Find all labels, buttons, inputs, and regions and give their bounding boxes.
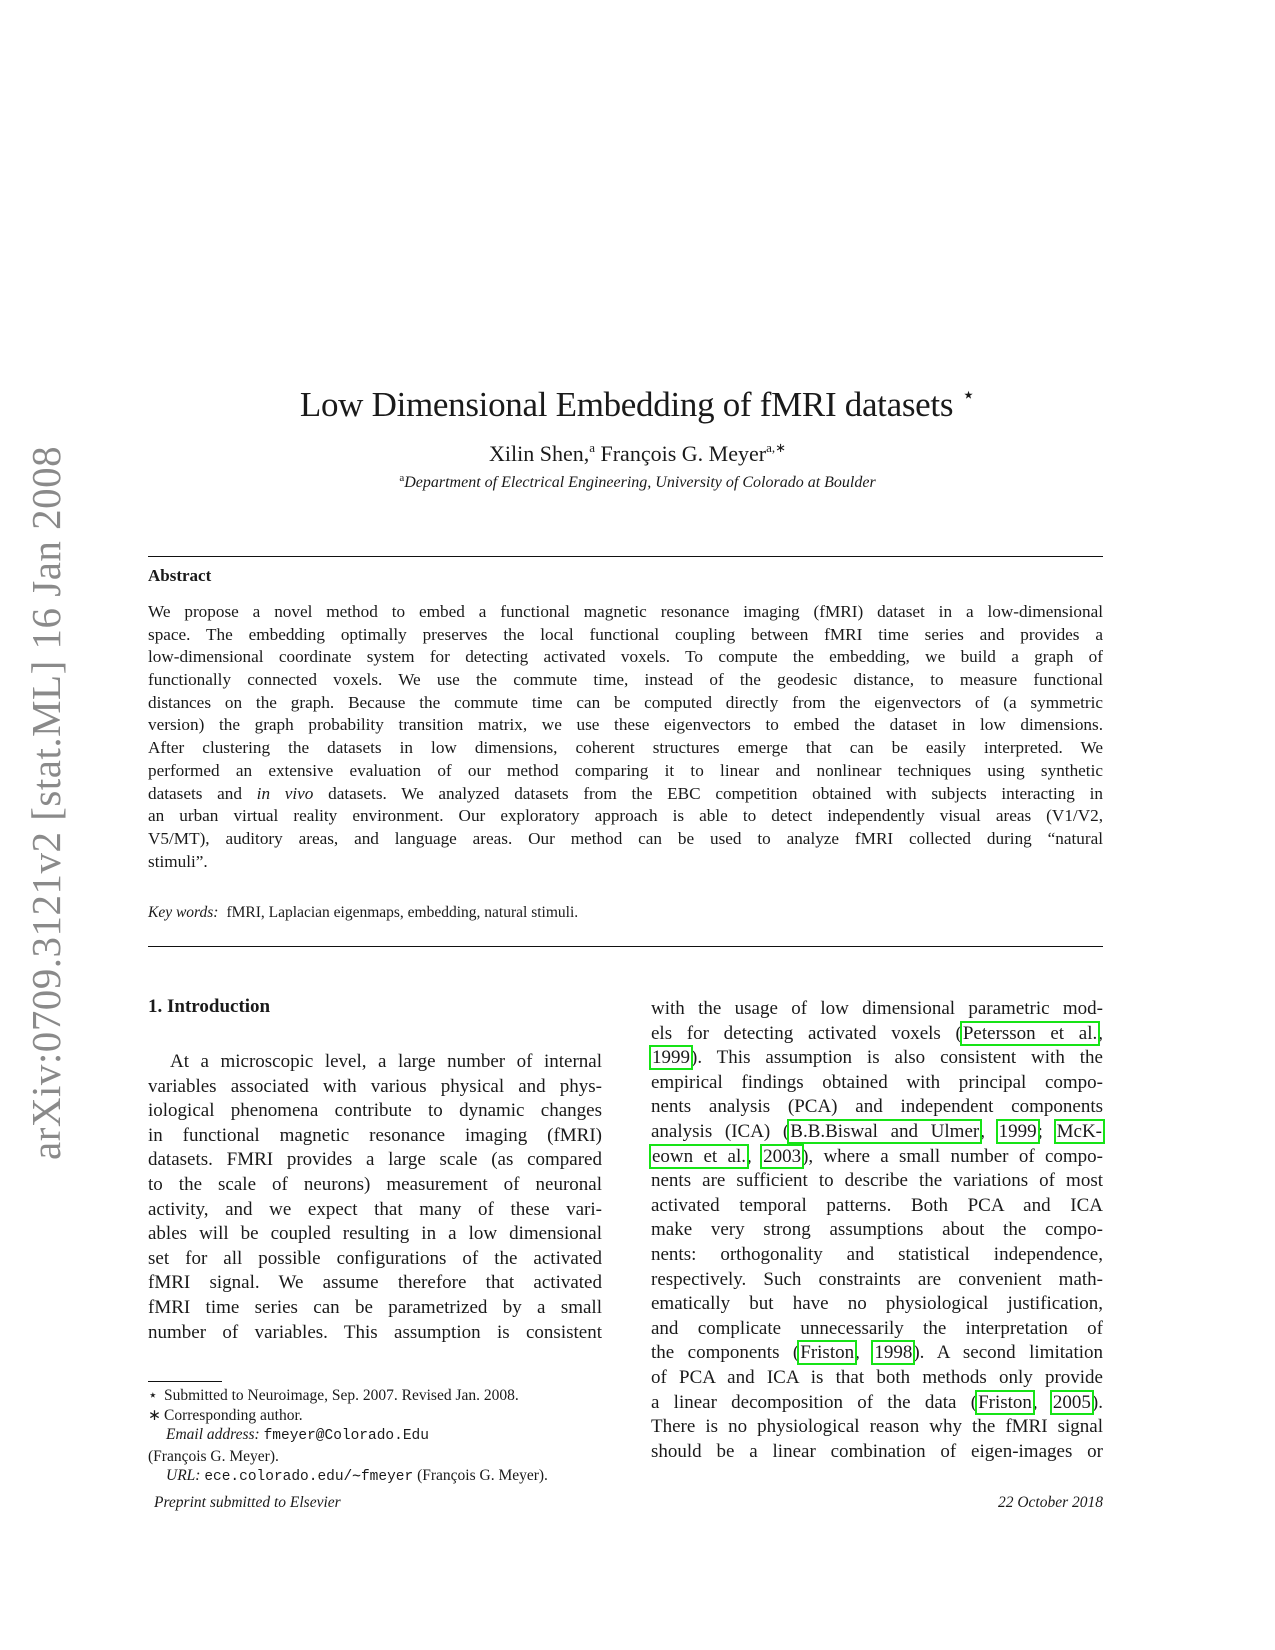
citation-link-biswal-year[interactable]: 1999	[998, 1120, 1037, 1142]
footnote-corresponding	[148, 1406, 608, 1426]
footnote-email	[148, 1425, 608, 1447]
body-line	[651, 1145, 1103, 1170]
footer-date: 22 October 2018	[997, 1494, 1103, 1511]
footnote-text: Submitted to Neuroimage, Sep. 2007. Revised Jan. 2008.	[164, 1387, 519, 1404]
citation-link-friston-1998[interactable]: Friston	[800, 1342, 855, 1364]
body-line: There is no physiological reason why the fMRI signal	[651, 1416, 1103, 1438]
keywords	[148, 904, 578, 922]
citation-link-mckeown[interactable]: McK-	[1056, 1120, 1103, 1142]
author-affiliation-marker: a	[589, 440, 595, 455]
body-text: ), where a small number of compo-	[802, 1145, 1104, 1167]
footnote-email-owner: (François G. Meyer).	[148, 1447, 279, 1465]
author-affiliation-marker: a,∗	[766, 440, 786, 455]
abstract-text: datasets and	[148, 783, 257, 803]
body-text: ). A second limitation	[913, 1342, 1103, 1364]
abstract-heading: Abstract	[148, 566, 212, 585]
body-text: ,	[1032, 1391, 1052, 1413]
abstract-bottom-rule	[148, 946, 1103, 947]
url-label: URL:	[166, 1467, 201, 1484]
body-text: ;	[1037, 1120, 1056, 1142]
abstract-body	[148, 601, 1103, 873]
body-line: activated temporal patterns. Both PCA and ICA	[651, 1194, 1103, 1216]
email-link[interactable]: fmeyer@Colorado.Edu	[263, 1428, 429, 1444]
title-footnote-star-icon: ⋆	[961, 382, 976, 407]
body-line	[651, 1022, 1103, 1047]
paper-title-text: Low Dimensional Embedding of fMRI datasets	[299, 385, 954, 424]
body-line: respectively. Such constraints are convenient math-	[651, 1268, 1103, 1290]
citation-link-mckeown-year[interactable]: 2003	[763, 1145, 802, 1167]
body-text: a linear decomposition of the data (	[651, 1391, 978, 1413]
affiliation-marker: a	[399, 472, 405, 484]
body-line	[651, 1391, 1103, 1416]
body-line: make very strong assumptions about the compo-	[651, 1219, 1103, 1241]
body-line: datasets. FMRI provides a large scale (as compared	[148, 1149, 602, 1171]
abstract-line: distances on the graph. Because the commute time can be computed directly from the eigenvectors of (a symmetric	[148, 692, 1103, 712]
abstract-line: stimuli”.	[148, 851, 208, 871]
citation-link-friston-2005-year[interactable]: 2005	[1052, 1391, 1091, 1413]
abstract-italic-term: in vivo	[256, 783, 314, 803]
abstract-line: V5/MT), auditory areas, and language areas. Our method can be used to analyze fMRI collected during “natural	[148, 828, 1103, 848]
body-line: empirical findings obtained with principal compo-	[651, 1071, 1103, 1093]
url-owner: (François G. Meyer).	[417, 1467, 548, 1484]
abstract-line: version) the graph probability transition matrix, we use these eigenvectors to embed the dataset in low dimensions.	[148, 715, 1103, 735]
author-name: Xilin Shen,	[488, 441, 590, 466]
body-line	[651, 1046, 1103, 1071]
body-line: set for all possible configurations of the activated	[148, 1247, 602, 1269]
body-line: fMRI signal. We assume therefore that activated	[148, 1272, 602, 1294]
body-line: iological phenomena contribute to dynamic changes	[148, 1100, 602, 1122]
abstract-line: functionally connected voxels. We use the commute time, instead of the geodesic distance, to measure functional	[148, 670, 1103, 690]
abstract-line	[148, 783, 1103, 806]
keywords-value: fMRI, Laplacian eigenmaps, embedding, natural stimuli.	[226, 904, 579, 921]
email-label: Email address:	[166, 1426, 260, 1443]
citation-link-petersson[interactable]: Petersson et al.	[962, 1022, 1098, 1044]
body-line: nents: orthogonality and statistical independence,	[651, 1243, 1103, 1265]
abstract-line: space. The embedding optimally preserves the local functional coupling between fMRI time series and provides a	[148, 624, 1103, 644]
citation-link-mckeown-cont[interactable]: eown et al.	[652, 1145, 746, 1167]
body-text: ). This assumption is also consistent with the	[691, 1047, 1103, 1069]
body-line: should be a linear combination of eigen-images or	[651, 1440, 1103, 1462]
body-line: in functional magnetic resonance imaging (fMRI)	[148, 1124, 602, 1146]
body-text: ,	[1098, 1022, 1103, 1044]
footnote-text: Corresponding author.	[164, 1406, 303, 1424]
body-line: At a microscopic level, a large number of internal	[170, 1051, 602, 1072]
abstract-text: datasets. We analyzed datasets from the EBC competition obtained with subjects interacting in	[313, 783, 1103, 803]
abstract-line: an urban virtual reality environment. Our exploratory approach is able to detect independently visual areas (V1/V2,	[148, 806, 1103, 826]
citation-link-friston-2005[interactable]: Friston	[978, 1391, 1032, 1413]
body-line: of PCA and ICA is that both methods only provide	[651, 1366, 1103, 1388]
body-text: ).	[1091, 1391, 1103, 1413]
body-line	[651, 1120, 1103, 1145]
body-text: els for detecting activated voxels (	[651, 1022, 962, 1044]
body-line: nents analysis (PCA) and independent components	[651, 1096, 1103, 1118]
body-line: nents are sufficient to describe the variations of most	[651, 1170, 1103, 1192]
body-line	[651, 1341, 1103, 1366]
citation-link-petersson-year[interactable]: 1999	[652, 1047, 690, 1069]
footer-preprint-note: Preprint submitted to Elsevier	[154, 1494, 341, 1511]
body-line: and complicate unnecessarily the interpretation of	[651, 1317, 1103, 1339]
abstract-line: After clustering the datasets in low dimensions, coherent structures emerge that can be easily interpreted. We	[148, 738, 1103, 758]
abstract-top-rule	[148, 556, 1103, 557]
body-line: with the usage of low dimensional parametric mod-	[651, 998, 1103, 1019]
body-line: number of variables. This assumption is consistent	[148, 1321, 602, 1343]
body-line: ables will be coupled resulting in a low dimensional	[148, 1223, 602, 1245]
left-column-body	[148, 1050, 602, 1345]
body-text: ,	[980, 1120, 998, 1142]
arxiv-identifier-stamp: arXiv:0709.3121v2 [stat.ML] 16 Jan 2008	[23, 445, 69, 1160]
affiliation-text: Department of Electrical Engineering, University of Colorado at Boulder	[404, 474, 876, 491]
body-text: ,	[855, 1342, 874, 1364]
footnotes	[148, 1386, 608, 1488]
body-line: to the scale of neurons) measurement of neuronal	[148, 1173, 602, 1195]
footnote-submission	[148, 1386, 608, 1406]
affiliation	[0, 472, 1275, 492]
citation-link-biswal[interactable]: B.B.Biswal and Ulmer	[790, 1120, 980, 1142]
body-line: activity, and we expect that many of these vari-	[148, 1198, 602, 1220]
keywords-label: Key words:	[148, 904, 219, 921]
right-column-body	[651, 997, 1103, 1464]
abstract-line: low-dimensional coordinate system for detecting activated voxels. To compute the embedding, we build a graph of	[148, 647, 1103, 667]
abstract-line: We propose a novel method to embed a functional magnetic resonance imaging (fMRI) dataset in a low-dimensional	[148, 602, 1103, 621]
author-list	[0, 440, 1275, 467]
body-line: variables associated with various physical and phys-	[148, 1075, 602, 1097]
body-line: fMRI time series can be parametrized by a small	[148, 1296, 602, 1318]
body-text: ,	[746, 1145, 763, 1167]
citation-link-friston-1998-year[interactable]: 1998	[874, 1342, 913, 1364]
body-text: the components (	[651, 1342, 800, 1364]
asterisk-icon: ∗	[148, 1406, 161, 1424]
homepage-url-link[interactable]: ece.colorado.edu/∼fmeyer	[204, 1469, 414, 1485]
author-name: François G. Meyer	[600, 441, 767, 466]
star-icon: ⋆	[148, 1387, 158, 1404]
paper-title	[0, 382, 1275, 425]
abstract-line: performed an extensive evaluation of our method comparing it to linear and nonlinear techniques using synthetic	[148, 760, 1103, 780]
body-text: analysis (ICA) (	[651, 1120, 790, 1142]
footnote-url	[148, 1466, 608, 1488]
footnote-rule	[148, 1381, 222, 1382]
body-line: ematically but have no physiological justification,	[651, 1293, 1103, 1315]
section-heading-introduction: 1. Introduction	[148, 996, 271, 1017]
